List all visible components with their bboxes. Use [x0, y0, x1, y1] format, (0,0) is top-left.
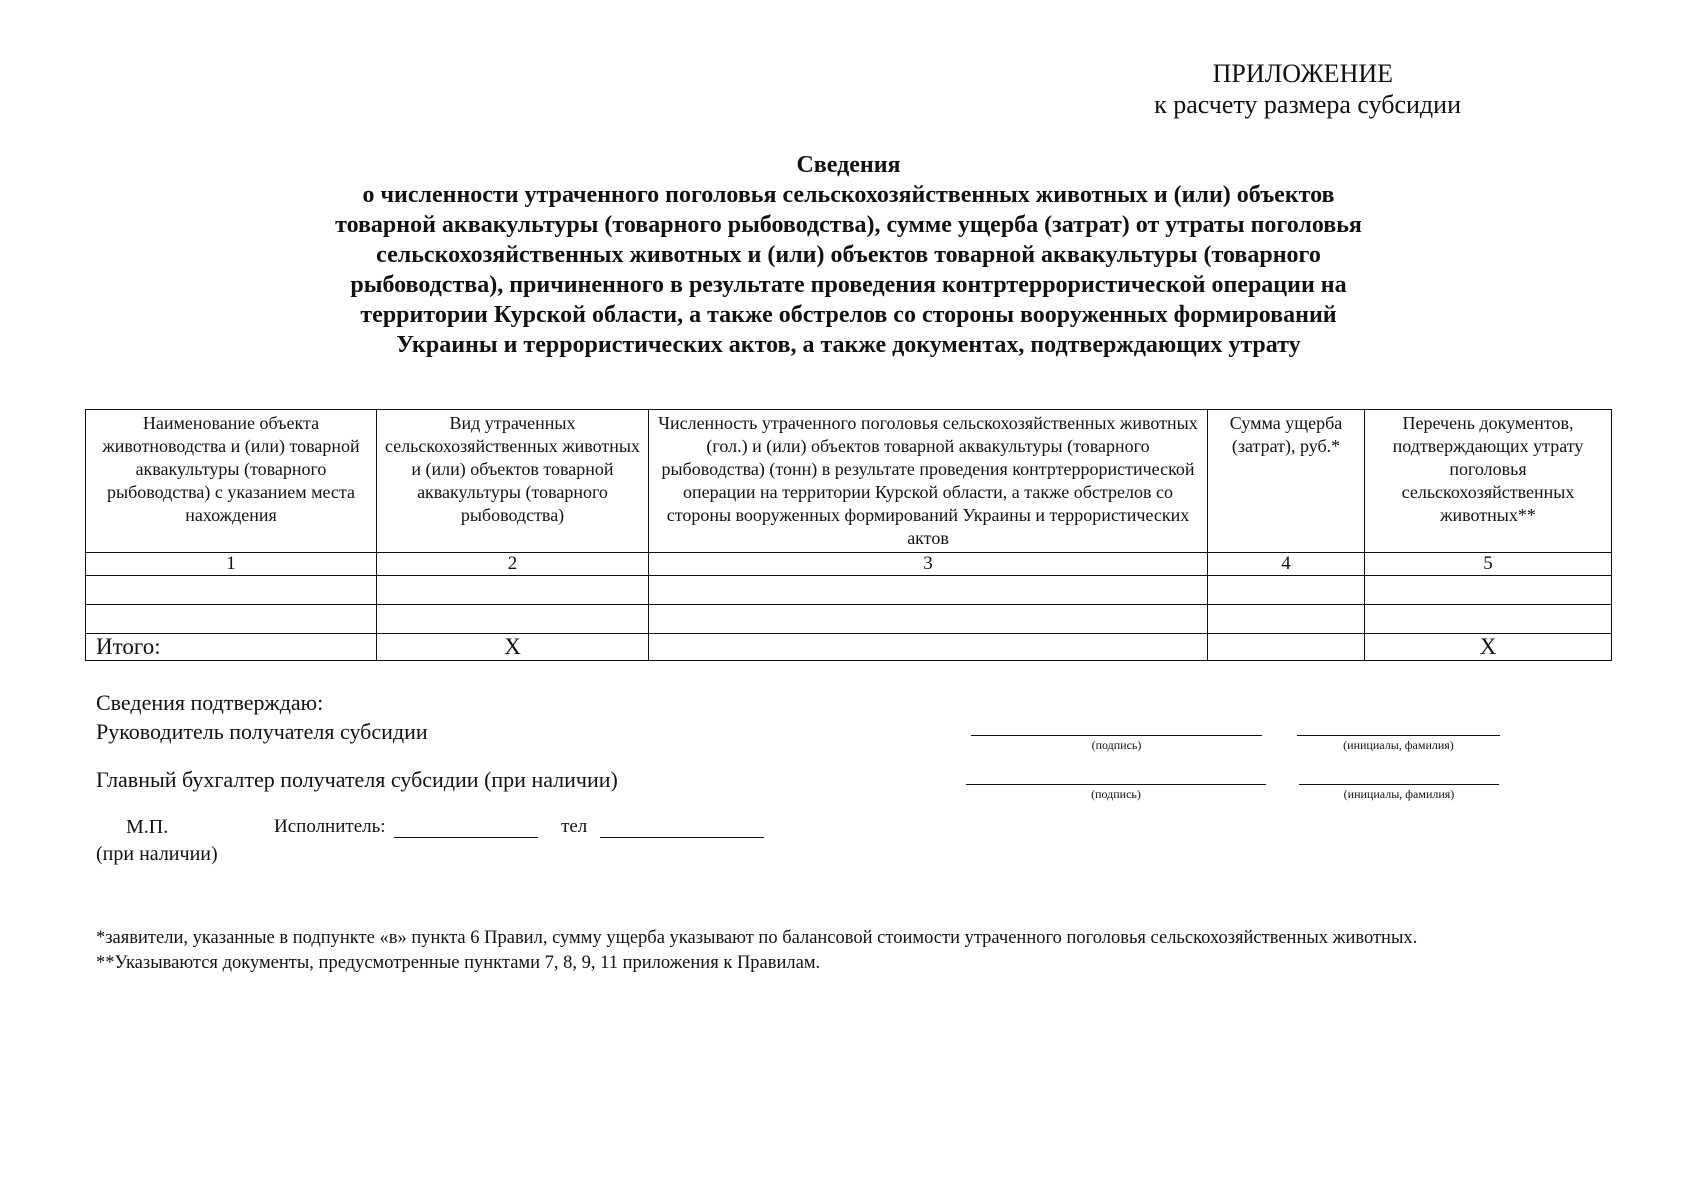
confirm-label: Сведения подтверждаю: — [96, 690, 324, 715]
footnote: *заявители, указанные в подпункте «в» пункта 6 Правил, сумму ущерба указывают по балансовой стоимости утраченного поголовья сельскохозяйственных животных. — [96, 928, 1418, 948]
head-signature-field[interactable] — [971, 735, 1262, 752]
header-damage-sum: Сумма ущерба (затрат), руб.* — [1208, 410, 1365, 553]
header-animal-type: Вид утраченных сельскохозяйственных животных и (или) объектов товарной аквакультуры (товарного рыбоводства) — [377, 410, 649, 553]
column-number: 4 — [1208, 553, 1365, 576]
header-lost-quantity: Численность утраченного поголовья сельскохозяйственных животных (гол.) и (или) объектов товарной аквакультуры (товарного рыбоводства) (тонн) в результате проведения контртеррористической операции на территории Курской области, а также обстрелов со стороны вооруженных формирований Украины и террористических актов — [649, 410, 1208, 553]
initials-caption: (инициалы, фамилия) — [1343, 787, 1455, 801]
signature-caption: (подпись) — [1091, 738, 1142, 752]
table-header-row — [86, 410, 1612, 553]
title-line: о численности утраченного поголовья сельскохозяйственных животных и (или) объектов — [362, 182, 1335, 208]
appendix-title: ПРИЛОЖЕНИЕ — [1212, 59, 1393, 88]
total-cell[interactable] — [1208, 634, 1365, 661]
title-line: Сведения — [796, 152, 901, 178]
table-row — [86, 576, 1612, 605]
table-cell[interactable] — [1365, 605, 1612, 634]
footnotes — [96, 926, 1417, 976]
accountant-signature-field[interactable] — [966, 784, 1266, 801]
initials-caption: (инициалы, фамилия) — [1343, 738, 1454, 752]
title-line: рыбоводства), причиненного в результате проведения контртеррористической операции на — [350, 272, 1347, 298]
column-number: 3 — [649, 553, 1208, 576]
title-line: Украины и террористических актов, а также документах, подтверждающих утрату — [396, 332, 1301, 358]
confirmation-block — [96, 688, 428, 746]
executor-block — [274, 816, 764, 838]
title-line: сельскохозяйственных животных и (или) объектов товарной аквакультуры (товарного — [376, 242, 1321, 268]
table-cell[interactable] — [1365, 576, 1612, 605]
appendix-header — [1154, 58, 1461, 120]
table-cell[interactable] — [649, 605, 1208, 634]
column-number: 5 — [1365, 553, 1612, 576]
table-cell[interactable] — [86, 576, 377, 605]
table-cell[interactable] — [377, 576, 649, 605]
stamp-note: (при наличии) — [96, 843, 218, 865]
title-line: территории Курской области, а также обстрелов со стороны вооруженных формирований — [360, 302, 1337, 328]
table-row — [86, 605, 1612, 634]
total-label: Итого: — [86, 634, 377, 661]
header-documents-list: Перечень документов, подтверждающих утрату поголовья сельскохозяйственных животных** — [1365, 410, 1612, 553]
table-cell[interactable] — [649, 576, 1208, 605]
column-number: 1 — [86, 553, 377, 576]
head-label: Руководитель получателя субсидии — [96, 719, 428, 744]
column-number: 2 — [377, 553, 649, 576]
phone-label: тел — [561, 816, 588, 837]
head-initials-field[interactable] — [1297, 735, 1500, 752]
table-cell[interactable] — [1208, 576, 1365, 605]
accountant-initials-field[interactable] — [1299, 784, 1499, 801]
total-row — [86, 634, 1612, 661]
header-object-name: Наименование объекта животноводства и (или) товарной аквакультуры (товарного рыбоводства) с указанием места нахождения — [86, 410, 377, 553]
table-cell[interactable] — [86, 605, 377, 634]
column-number-row — [86, 553, 1612, 576]
phone-field[interactable] — [600, 819, 764, 838]
chief-accountant-label: Главный бухгалтер получателя субсидии (при наличии) — [96, 767, 618, 792]
table-cell[interactable] — [377, 605, 649, 634]
document-title — [0, 150, 1697, 360]
title-line: товарной аквакультуры (товарного рыбоводства), сумме ущерба (затрат) от утраты поголовья — [335, 212, 1362, 238]
stamp-label: М.П. — [126, 816, 169, 838]
appendix-subtitle: к расчету размера субсидии — [1154, 90, 1461, 119]
table-cell[interactable] — [1208, 605, 1365, 634]
footnote: **Указываются документы, предусмотренные пунктами 7, 8, 9, 11 приложения к Правилам. — [96, 953, 821, 973]
stamp-block — [96, 814, 218, 868]
total-cell[interactable] — [649, 634, 1208, 661]
executor-field[interactable] — [394, 819, 538, 838]
total-cell: X — [1365, 634, 1612, 661]
total-cell: X — [377, 634, 649, 661]
executor-label: Исполнитель: — [274, 816, 386, 837]
signature-caption: (подпись) — [1091, 787, 1141, 801]
losses-table — [85, 409, 1612, 661]
